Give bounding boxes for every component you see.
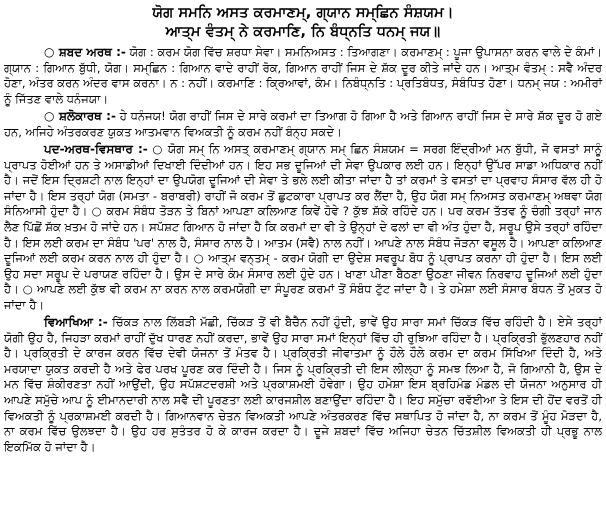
pad-arth-section — [4, 142, 602, 313]
viakhia-text: ਚਿੱਕੜ ਨਾਲ ਲਿੱਬੜੀ ਮੱਛੀ, ਚਿੱਕੜ ਤੋਂ ਵੀ ਬੈਚੈਨ ਨਹੀਂ ਹੁੰਦੀ, ਭਾਵੇਂ ਉਹ ਸਾਰਾ ਸਮਾਂ ਚਿੱਕੜ ਵਿੱਚ ਰਹਿੰਦੀ ਹੈ। ਏਸੇ ਤਰ੍ਹਾਂ ਯੋਗੀ ਉਹ ਹੈ, ਜਿਹੜਾ ਕਰਮਾਂ ਰਾਹੀਂ ਦੁੱਖ ਧਾਰਣ ਨਹੀਂ ਕਰਦਾ, ਭਾਵੇਂ ਉਹ ਸਾਰਾ ਸਮਾਂ ਇਨ੍ਹਾਂ ਵਿੱਚ ਹੀ ਰੁਝਿਆ ਰਹਿੰਦਾ ਹੈ। ਪ੍ਰਕ੍ਰਿਤੀ ਭੁੱਲਣਹਾਰ ਨਹੀਂ ਹੈ। ਪ੍ਰਕ੍ਰਿਤੀ ਦੇ ਕਾਰਜ ਕਰਨ ਵਿੱਚ ਦੇਵੀ ਯੋਜਨਾ ਤੋਂ ਮੰਤਵ ਹੈ। ਪ੍ਰਕ੍ਰਿਤੀ ਜੀਵਾਤਮਾ ਨੂੰ ਹੌਲੇ ਹੌਲੇ ਕਰਮ ਦਾ ਕਰਮ ਸਿੱਖਿਆ ਦਿੰਦੀ ਹੈ, ਅਤੇ ਮਰਯਾਦਾ ਯੁਕਤ ਕਰਦੀ ਹੈ ਅਤੇ ਫੇਰ ਪਰਖ ਪੂਰਣ ਕਰ ਦਿੰਦੀ ਹੈ। ਜਿਸ ਨੂੰ ਪ੍ਰਕ੍ਰਿਤੀ ਦੀ ਇਸ ਲੀਲ੍ਹਾ ਨੂੰ ਸਮਝ ਲਿਆ ਹੈ, ਜੋ ਗਿਆਨੀ ਹੈ, ਉਸ ਦੇ ਮਨ ਵਿੱਚ ਸ਼ੰਕੀਰਣਤਾ ਨਹੀਂ ਆਉਂਦੀ, ਉਹ ਸਪੱਸ਼ਟਦਰਸ਼ੀ ਅਤੇ ਪ੍ਰਕਾਸ਼ਮਈ ਹੋਵੇਗਾ। ਉਹ ਹਮੇਸ਼ਾ ਇਸ ਬ੍ਰਹਿਮੰਡ ਮੰਡਲ ਦੀ ਯੋਜਨਾ ਅਨੁਸਾਰ ਹੀ ਆਪਣੇ ਸਮੁੱਚੇ ਆਪ ਨੂੰ ਈਮਾਨਦਾਰੀ ਨਾਲ ਸਵੈ ਦੀ ਪੂਰਣਤਾ ਲਈ ਕਾਰਜਸ਼ੀਲ ਬਣਾਉਂਦਾ ਰਹਿੰਦਾ ਹੈ। ਇਹ ਸਮੁੱਚਾ ਰਵੱਈਆ ਤੇ ਇਸ ਦੀ ਹੋਂਦ ਵਰਤੋਂ ਹੀ ਵਿਅਕਤੀ ਨੂੰ ਪ੍ਰਕਾਸ਼ਮਈ ਕਰਦੀ ਹੈ। ਗਿਆਨਵਾਨ ਚੇਤਨ ਵਿਅਕਤੀ ਆਪਣੇ ਅੰਤਰਕਰਣ ਵਿੱਚ ਸਥਾਪਿਤ ਹੋ ਜਾਂਦਾ ਹੈ, ਨਾ ਕਰਮ ਤੋਂ ਮੂੰਹ ਮੋੜਦਾ ਹੈ, ਨਾ ਕਰਮ ਵਿੱਚ ਉਲਝਦਾ ਹੈ। ਉਹ ਹਰ ਸੁਤੰਤਰ ਹੋ ਕੇ ਕਾਰਜ ਕਰਦਾ ਹੈ। ਦੂਜੇ ਸ਼ਬਦਾਂ ਵਿੱਚ ਅਜਿਹਾ ਚੇਤਨ ਚਿੱਤਸ਼ੀਲ ਵਿਅਕਤੀ ਹੀ ਪ੍ਰਭੂ ਨਾਲ ਇਕਮਿੱਕ ਹੋ ਜਾਂਦਾ ਹੈ। — [4, 315, 602, 454]
verse-line-2: ਆਤ੍ਮ ਵੰਤਮ੍ ਨੇ ਕਰਮਾਣਿ, ਨਿ ਬੰਧ੍ਨਤਿ ਧਨਮ੍ ਜਯ॥ — [165, 24, 441, 40]
viakhia-heading: ਵਿਆਖਿਆ :- — [44, 315, 108, 330]
shabad-arth-section — [4, 45, 602, 107]
shabad-arth-heading: ○ ਸ਼ਬਦ ਅਰਥ :- — [44, 45, 126, 59]
pad-arth-text: ○ ਯੋਗ ਸਮ੍ ਨਿ ਅਸਤ੍ ਕਰਮਾਣਮ੍ ਗ੍ਯਾਨ ਸਮ੍ ਛਿਨ ਸੰਸ਼ਯਮ = ਸਰਗ ਇੰਦ੍ਰੀਆਂ ਮਨ ਬੁੱਧੀ, ਜੋ ਵਸਤਾਂ ਸਾਨੂੰ ਪ੍ਰਾਪਤ ਹੋਈਆਂ ਹਨ ਤੇ ਅਸਾਡੀਆਂ ਦਿਖਾਈ ਦਿੰਦੀਆਂ ਹਨ। ਇਹ ਸਭ ਦੂਜਿਆਂ ਦੀ ਸੇਵਾ ਉਪਕਾਰ ਲਈ ਹਨ। ਇਨ੍ਹਾਂ ਉੱਪਰ ਸਾਡਾ ਅਧਿਕਾਰ ਨਹੀਂ ਹੈ। ਜਦੋਂ ਇਸ ਦ੍ਰਿਸ਼ਟੀ ਨਾਲ ਇਨ੍ਹਾਂ ਦਾ ਉਪਯੋਗ ਦੂਜਿਆਂ ਦੀ ਸੇਵਾ ਤੇ ਭਲੇ ਲਈ ਕੀਤਾ ਜਾਂਦਾ ਹੈ ਤਾਂ ਕਰਮਾਂ ਤੇ ਵਸਤਾਂ ਦਾ ਪ੍ਰਵਾਹ ਸੰਸਾਰ ਵੱਲ ਹੀ ਹੋ ਜਾਂਦਾ ਹੈ। ਇਸ ਤਰ੍ਹਾਂ ਯੋਗ (ਸਮਤਾ - ਬਰਾਬਰੀ) ਰਾਹੀਂ ਜੋ ਕਰਮ ਤੋਂ ਛੁਟਕਾਰਾ ਪ੍ਰਾਪਤ ਕਰ ਲੈਂਦਾ ਹੈ, ਉਹ ਯੋਗ ਸਮ੍ ਨਿਅਸਤ ਕਰਮਾਣਮ੍ ਅਥਵਾ ਯੋਗ ਸੰਨਿਆਸੀ ਹੁੰਦਾ ਹੈ। ○ ਕਰਮ ਸੰਬੰਧ ਤੋੜਨ ਤੇ ਬਿਨਾਂ ਆਪਣਾ ਕਲਿਆਣ ਕਿਵੇਂ ਹੋਵੇ ? ਕੁੱਝ ਸ਼ੱਕੇ ਰਹਿੰਦੇ ਹਨ। ਪਰ ਕਰਮ ਤੱਤਵ ਨੂੰ ਚੰਗੀ ਤਰ੍ਹਾਂ ਜਾਨ ਲੈਣ ਪਿੱਛੋਂ ਸ਼ੱਕ ਖ਼ਤਮ ਹੋ ਜਾਂਦੇ ਹਨ। ਸਪੱਸ਼ਟ ਗਿਆਨ ਹੋ ਜਾਂਦਾ ਹੈ ਕਿ ਕਰਮਾਂ ਦਾ ਵੀ ਤੇ ਉਨ੍ਹਾਂ ਦੇ ਫਲਾਂ ਦਾ ਵੀ ਅੰਤ ਹੁੰਦਾ ਹੈ, ਸਰੂਪ ਉਸੇ ਤਰ੍ਹਾਂ ਰਹਿੰਦਾ ਹੈ। ਇਸ ਲਈ ਕਰਮ ਦਾ ਸੰਬੰਧ 'ਪਰ' ਨਾਲ ਹੈ, ਸੰਸਾਰ ਨਾਲ ਹੈ। ਆਤਮ (ਸਵੈ) ਨਾਲ ਨਹੀਂ। ਆਪਣੇ ਨਾਲ ਸੰਬੰਧ ਜੋੜਨਾ ਵਸੂਲ ਹੈ। ਆਪਣਾ ਕਲਿਆਣ ਦੂਜਿਆਂ ਲਈ ਕਰਮ ਕਰਨ ਨਾਲ ਹੀ ਹੁੰਦਾ ਹੈ। ○ ਆਤ੍ਮ ਵਨ੍ਤਮ੍ - ਕਰਮ ਯੋਗੀ ਦਾ ਉਦੇਸ਼ ਸਵਰੂਪ ਬੋਧ ਨੂੰ ਪ੍ਰਾਪਤ ਕਰਨਾ ਹੀ ਹੁੰਦਾ ਹੈ। ਇਸ ਲਈ ਉਹ ਸਦਾ ਸਰੂਪ ਦੇ ਪਰਾਯਣ ਰਹਿੰਦਾ ਹੈ। ਉਸ ਦੇ ਸਾਰੇ ਕੰਮ ਸੰਸਾਰ ਲਈ ਹੁੰਦੇ ਹਨ। ਖਾਣਾ ਪੀਣਾ ਬੈਠਣਾ ਉਠਣਾ ਜੀਵਨ ਨਿਰਵਾਹ ਦੂਜਿਆਂ ਲਈ ਹੁੰਦਾ ਹੈ। ○ ਆਪਣੇ ਲਈ ਕੁੱਝ ਵੀ ਕਰਮ ਨਾ ਕਰਨ ਨਾਲ ਕਰਮਯੋਗੀ ਦਾ ਸੰਪੂਰਣ ਕਰਮਾਂ ਤੋਂ ਸੰਬੰਧ ਟੁੱਟ ਜਾਂਦਾ ਹੈ। ਤੇ ਹਮੇਸ਼ਾ ਲਈ ਸੰਸਾਰ ਬੰਧਨ ਤੋਂ ਮੁਕਤ ਹੋ ਜਾਂਦਾ ਹੈ। — [4, 142, 603, 312]
shlokarth-heading: ○ ਸ਼ਲੋਕਾਰਥ :- — [44, 109, 116, 124]
sanskrit-verse — [4, 4, 602, 42]
shabad-arth-text: ਯੋਗ : ਕਰਮ ਯੋਗ ਵਿੱਚ ਸ਼ਰਧਾ ਸੇਵਾ। ਸਮਨਿਅਸਤ : ਤਿਆਗਣਾ। ਕਰਮਾਣਮ੍ : ਪੂਜਾ ਉਪਾਸਨਾ ਕਰਨ ਵਾਲੇ ਦੇ ਕੰਮਾਂ। ਗ੍ਯਾਨ : ਗਿਆਨ ਬੁੱਧੀ, ਯੋਗ। ਸਮ੍ਛਿਨ : ਗਿਆਨ ਵਾਦੇ ਰਾਹੀਂ ਰੋਕ, ਗਿਆਨ ਰਾਹੀਂ ਜਿਸ ਦੇ ਸ਼ੱਕ ਦੂਰ ਕੀਤੇ ਜਾਂਦੇ ਹਨ। ਆਤ੍ਮ ਵੰਤਮ੍ : ਸਵੈ ਅੰਦਰ ਹੋਣਾ, ਅੰਤਰ ਕਰਨ ਅੰਦਰ ਵਾਸ ਕਰਨਾ। ਨ : ਨਹੀਂ। ਕਰਮਾਣਿ : ਕ੍ਰਿਆਵਾਂ, ਕੰਮ। ਨਿਬੰਧ੍ਨਤਿ : ਪ੍ਰਤਿਬੰਧਤ, ਸੰਬੰਧਿਤ ਹੋਣਾ। ਧਨਮ੍ ਜਯ : ਅਮੀਰਾਂ ਨੂੰ ਜਿੱਤਣ ਵਾਲੇ ਧਨੰਜਯਾ। — [4, 45, 603, 106]
verse-line-1: ਯੋਗ ਸਮਨਿ ਅਸਤ ਕਰਮਾਣਮ੍, ਗ੍ਯਾਨ ਸਮ੍ਛਿਨ ਸੰਸ਼ਯਮ। — [152, 5, 454, 21]
shlokarth-text: ਹੇ ਧਨੰਜਯ! ਯੋਗ ਰਾਹੀਂ ਜਿਸ ਦੇ ਸਾਰੇ ਕਰਮਾਂ ਦਾ ਤਿਆਗ ਹੋ ਗਿਆ ਹੈ ਅਤੇ ਗਿਆਨ ਰਾਹੀਂ ਜਿਸ ਦੇ ਸਾਰੇ ਸ਼ੱਕ ਦੂਰ ਹੋ ਗਏ ਹਨ, ਅਜਿਹੇ ਅੰਤਰਕਰਣ ਯੁਕਤ ਆਤਮਵਾਨ ਵਿਅਕਤੀ ਨੂੰ ਕਰਮ ਨਹੀਂ ਬੰਨ੍ਹ ਸਕਦੇ। — [4, 109, 603, 139]
pad-arth-heading: ਪਦ-ਅਰਥ-ਵਿਸਥਾਰ :- — [44, 142, 148, 157]
viakhia-section — [4, 315, 602, 455]
shlokarth-section — [4, 109, 602, 140]
